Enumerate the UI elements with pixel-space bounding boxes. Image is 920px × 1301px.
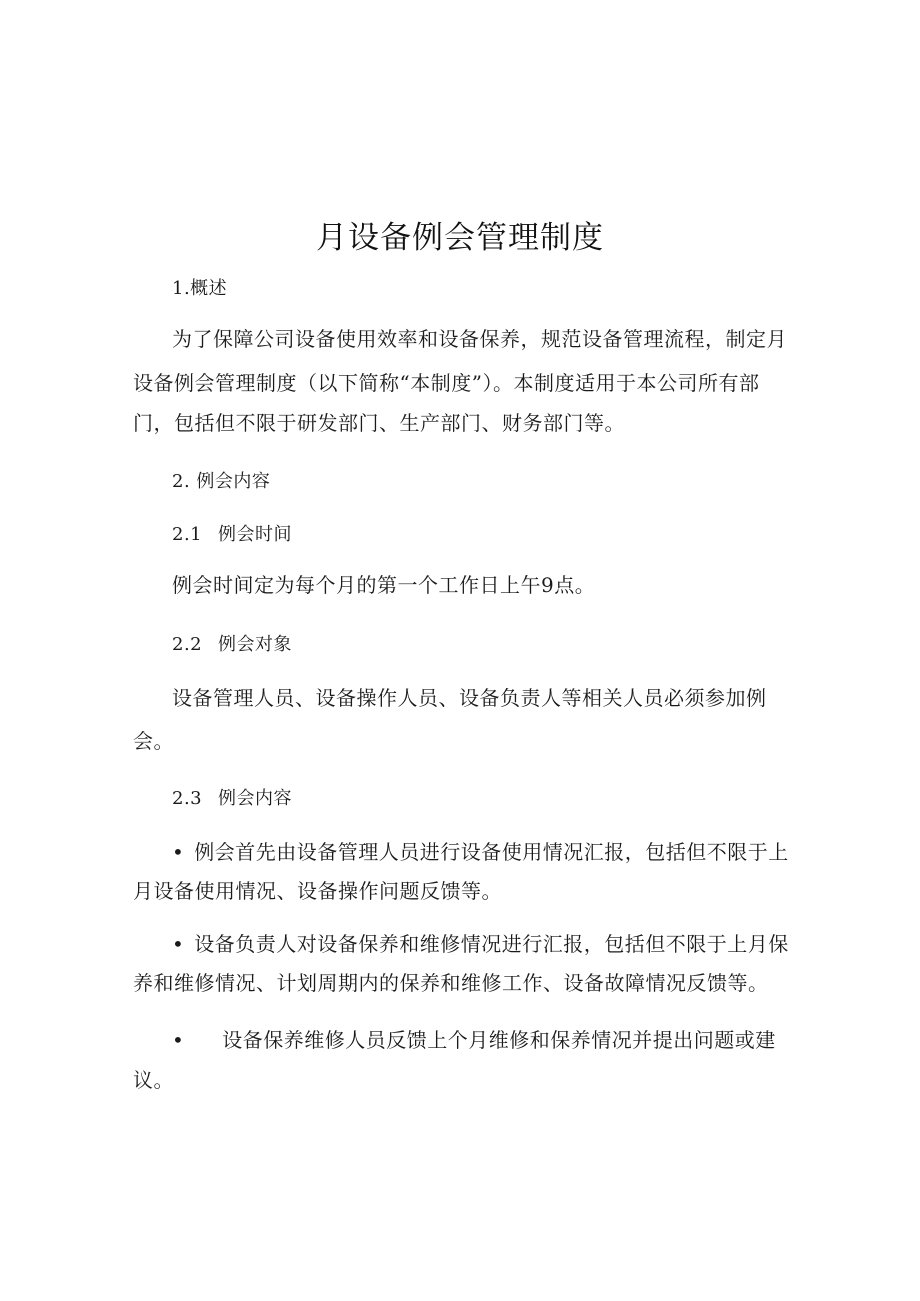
subsection-2-1-number: 2.1	[172, 524, 203, 545]
subsection-2-2-number: 2.2	[172, 634, 203, 655]
bullet-3-marker: •	[172, 1028, 185, 1052]
bullet-3-line-1	[172, 1026, 776, 1054]
bullet-2-line-1	[172, 930, 789, 958]
section-1-paragraph-line-2: 设备例会管理制度（以下简称“本制度”）。本制度适用于本公司所有部	[133, 371, 760, 395]
subsection-2-1-label: 例会时间	[218, 524, 292, 545]
section-1-heading: 1.概述	[172, 278, 228, 299]
subsection-2-2-label: 例会对象	[218, 634, 292, 655]
bullet-2-line-2: 养和维修情况、计划周期内的保养和维修工作、设备故障情况反馈等。	[133, 971, 769, 995]
subsection-2-3-number: 2.3	[172, 788, 203, 809]
subsection-2-2-heading	[172, 631, 292, 659]
bullet-3-line-2: 议。	[133, 1068, 174, 1092]
subsection-2-1-text: 例会时间定为每个月的第一个工作日上午9点。	[172, 573, 596, 597]
section-1-paragraph-line-3: 门，包括但不限于研发部门、生产部门、财务部门等。	[133, 411, 625, 435]
section-1-paragraph-line-1: 为了保障公司设备使用效率和设备保养，规范设备管理流程，制定月	[172, 327, 787, 351]
bullet-2-text-first: 设备负责人对设备保养和维修情况进行汇报，包括但不限于上月保	[194, 932, 789, 956]
bullet-3-text-first: 设备保养维修人员反馈上个月维修和保养情况并提出问题或建	[222, 1028, 776, 1052]
subsection-2-2-line-2: 会。	[133, 729, 174, 753]
subsection-2-2-line-1: 设备管理人员、设备操作人员、设备负责人等相关人员必须参加例	[172, 686, 767, 710]
section-2-heading: 2. 例会内容	[172, 471, 271, 492]
subsection-2-1-heading	[172, 521, 292, 549]
bullet-1-line-1	[172, 838, 789, 866]
document-title: 月设备例会管理制度	[316, 220, 604, 256]
subsection-2-3-label: 例会内容	[218, 788, 292, 809]
subsection-2-3-heading	[172, 785, 292, 813]
bullet-2-marker: •	[172, 932, 185, 956]
bullet-1-line-2: 月设备使用情况、设备操作问题反馈等。	[133, 879, 502, 903]
bullet-1-text-first: 例会首先由设备管理人员进行设备使用情况汇报，包括但不限于上	[194, 840, 789, 864]
bullet-1-marker: •	[172, 840, 185, 864]
